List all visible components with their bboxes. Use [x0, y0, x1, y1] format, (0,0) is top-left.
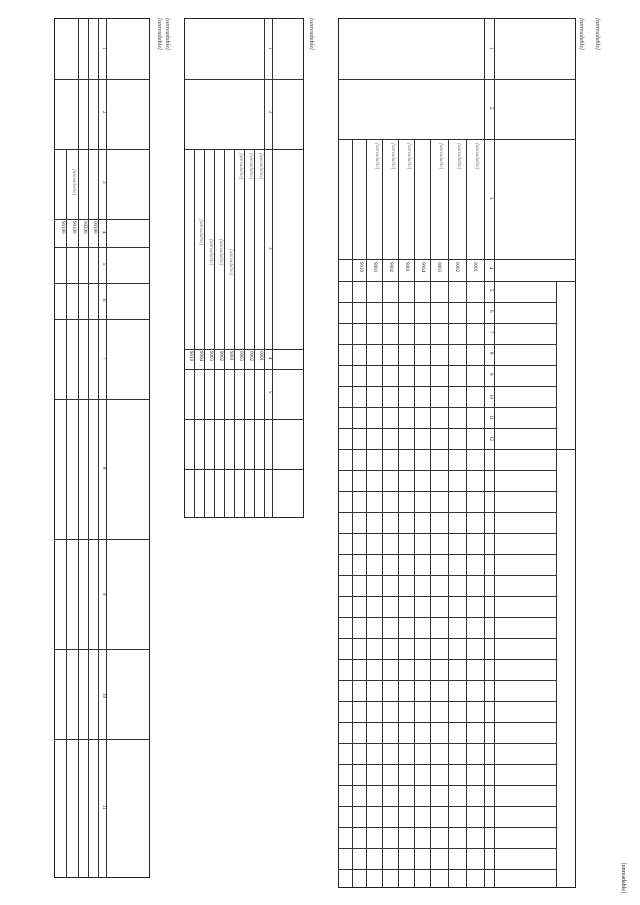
col-num: 2 — [101, 111, 106, 114]
col-num: 5 — [101, 263, 106, 266]
col-num: 10 — [101, 693, 106, 698]
row-code: 9003 — [208, 351, 213, 361]
row-code: 0003 — [238, 351, 243, 361]
col-num: 7 — [488, 331, 493, 334]
row-label: [unreadable] — [456, 143, 461, 170]
row-label: [unreadable] — [238, 153, 243, 180]
col-num: 1 — [101, 47, 106, 50]
col-num: 4 — [101, 231, 106, 234]
row-label: [unreadable] — [208, 239, 213, 266]
row-code: 9002 — [218, 351, 223, 361]
row-label: [unreadable] — [390, 143, 395, 170]
row-label: [unreadable] — [406, 143, 411, 170]
col-num: 8 — [101, 467, 106, 470]
col-num: 12 — [488, 436, 493, 441]
row-label: [unreadable] — [71, 169, 76, 196]
section-2-1-heading: [unreadable] — [578, 18, 584, 50]
row-label: [unreadable] — [374, 143, 379, 170]
row-label: [unreadable] — [248, 153, 253, 180]
col-num: 7 — [101, 357, 106, 360]
col-num: 3 — [101, 181, 106, 184]
col-num: 8 — [488, 352, 493, 355]
table-2-2 — [184, 18, 304, 518]
col-num: 6 — [101, 299, 106, 302]
table-2-1 — [338, 18, 576, 888]
col-num: 1 — [267, 47, 272, 50]
table-2-3 — [54, 18, 150, 878]
row-label: [unreadable] — [438, 143, 443, 170]
col-num: 3 — [267, 247, 272, 250]
row-label: [unreadable] — [228, 249, 233, 276]
col-num: 11 — [101, 805, 106, 810]
section-2-2-heading: [unreadable] — [308, 18, 314, 50]
row-code: 00100 — [92, 221, 97, 234]
row-code: 90100 — [71, 221, 76, 234]
row-code: 9002 — [388, 262, 393, 272]
row-code: 0003 — [436, 262, 441, 272]
col-num: 1 — [488, 47, 493, 50]
row-code: 90100 — [60, 221, 65, 234]
col-num: 6 — [488, 310, 493, 313]
row-label: [unreadable] — [258, 153, 263, 180]
row-code: 00200 — [82, 221, 87, 234]
col-num: 2 — [488, 107, 493, 110]
row-code: 9010 — [358, 262, 363, 272]
row-code: 9010 — [188, 351, 193, 361]
section-2-heading: [unreadable] — [594, 18, 600, 50]
row-code: 9003 — [372, 262, 377, 272]
col-num: 4 — [267, 357, 272, 360]
section-2-3-heading: [unreadable] — [164, 18, 170, 50]
row-code: 9001 — [228, 351, 233, 361]
form-reference: [unreadable] — [620, 862, 626, 893]
row-code: 0001 — [472, 262, 477, 272]
row-label: [unreadable] — [198, 219, 203, 246]
col-num: 2 — [267, 111, 272, 114]
row-label: [unreadable] — [218, 239, 223, 266]
row-code: 0002 — [248, 351, 253, 361]
col-num: 10 — [488, 394, 493, 399]
row-code: 0002 — [454, 262, 459, 272]
row-code: 9004 — [198, 351, 203, 361]
row-code: 0004 — [420, 262, 425, 272]
row-label: [unreadable] — [474, 143, 479, 170]
col-num: 9 — [101, 593, 106, 596]
col-num: 4 — [488, 267, 493, 270]
col-num: 11 — [488, 415, 493, 420]
col-num: 9 — [488, 373, 493, 376]
col-num: 3 — [488, 197, 493, 200]
col-num: 5 — [267, 391, 272, 394]
section-2-3-1-heading: [unreadable] — [156, 18, 162, 50]
col-num: 5 — [488, 289, 493, 292]
row-code: 9001 — [404, 262, 409, 272]
row-code: 0001 — [258, 351, 263, 361]
